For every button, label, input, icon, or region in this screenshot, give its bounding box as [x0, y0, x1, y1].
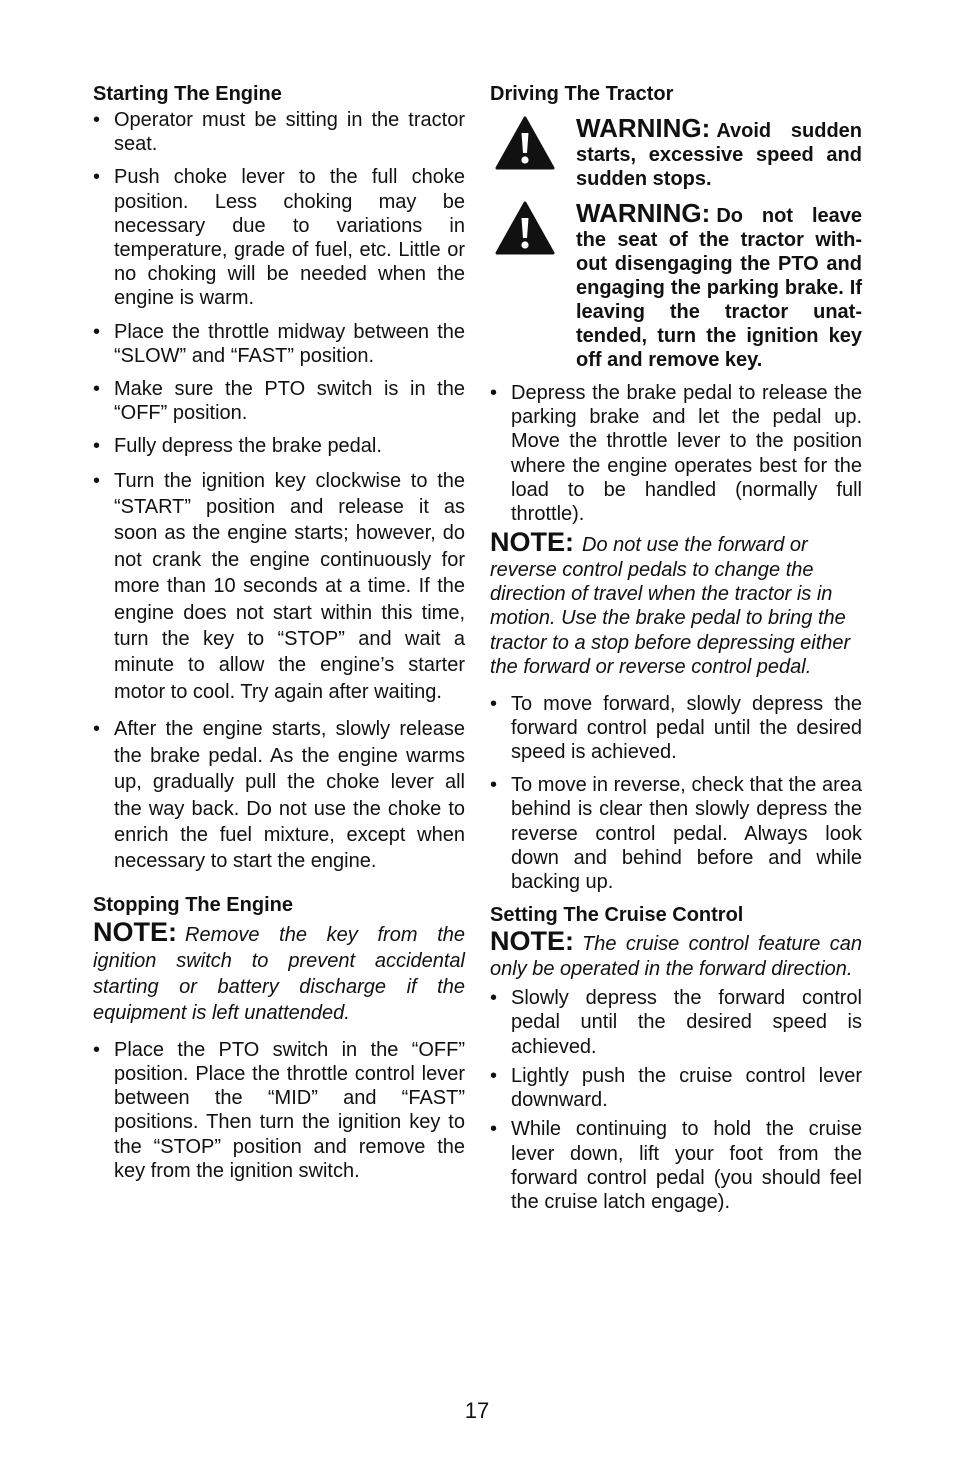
- note-label: NOTE:: [490, 527, 574, 558]
- starting-engine-list: [93, 108, 465, 875]
- list-item: • Place the PTO switch in the “OFF” position. Place the throttle control lever between the “MID” and “FAST” positions. Then turn the ignition key to the “STOP” position and remove the key from the ignition switch.: [93, 1038, 465, 1183]
- note-text: The cruise control feature can only be operated in the forward direction.: [490, 933, 862, 981]
- warning-icon: [495, 116, 555, 170]
- list-item: • Depress the brake pedal to release the parking brake and let the pedal up. Move the throttle lever to the position where the engine operates best for the load to be handled (normally full throttle).: [490, 381, 862, 526]
- list-item: • Push choke lever to the full choke position. Less choking may be necessary due to variations in temperature, grade of fuel, etc. Little or no choking will be needed when the engine is warm.: [93, 165, 465, 310]
- list-item: • To move in reverse, check that the area behind is clear then slowly depress the reverse control pedal. Always look down and behind before and while backing up.: [490, 773, 862, 894]
- note-label: NOTE:: [490, 926, 574, 957]
- warning-text-2: [576, 198, 862, 372]
- list-item: • Make sure the PTO switch is in the “OFF” position.: [93, 377, 465, 425]
- starting-engine-heading: Starting The Engine: [93, 83, 282, 105]
- list-item: • After the engine starts, slowly release the brake pedal. As the engine warms up, gradually pull the choke lever all the way back. Do not use the choke to enrich the fuel mixture, except when necessary to start the engine.: [93, 716, 465, 874]
- warning-block-1: [490, 113, 862, 191]
- list-item: • To move forward, slowly depress the forward control pedal until the desired speed is achieved.: [490, 692, 862, 765]
- driving-tractor-heading: Driving The Tractor: [490, 83, 674, 105]
- warning-label: WARNING:: [576, 113, 711, 143]
- cruise-control-list: [490, 986, 862, 1214]
- note-text: Do not use the forward or reverse control pedals to change the direction of travel when the tractor is in motion. Use the brake pedal to bring the tractor to a stop before depressing either the forward or reverse control pedal.: [490, 534, 851, 679]
- warning-text-1: [576, 113, 862, 191]
- stopping-engine-list: [93, 1038, 465, 1183]
- warning-block-2: [490, 198, 862, 372]
- warning-label: WARNING:: [576, 198, 711, 228]
- warning-message: Do not leave the seat of the tractor with-out disengaging the PTO and engaging the parking brake. If leaving the tractor unat-tended, turn the ignition key off and remove key.: [576, 205, 862, 371]
- list-item: • Operator must be sitting in the tractor seat.: [93, 108, 465, 156]
- cruise-control-heading: Setting The Cruise Control: [490, 904, 744, 927]
- note-text: Remove the key from the ignition switch to prevent accidental starting or battery discharge if the equipment is left unattended.: [93, 923, 465, 1024]
- left-column: [93, 80, 465, 1183]
- list-item: • Place the throttle midway between the “SLOW” and “FAST” position.: [93, 320, 465, 368]
- driving-list-b: [490, 692, 862, 895]
- cruise-note: [490, 926, 862, 982]
- list-item: • Slowly depress the forward control pedal until the desired speed is achieved.: [490, 986, 862, 1059]
- stopping-engine-heading: Stopping The Engine: [93, 893, 293, 916]
- list-item: • Fully depress the brake pedal.: [93, 434, 465, 458]
- driving-note: [490, 527, 862, 679]
- driving-list-a: [490, 381, 862, 526]
- warning-message: Avoid sudden starts, excessive speed and sudden stops.: [576, 120, 862, 190]
- note-label: NOTE:: [93, 916, 177, 947]
- right-column: [490, 80, 862, 1214]
- list-item: • Turn the ignition key clockwise to the “START” position and release it as soon as the engine starts; however, do not crank the engine continuously for more than 10 seconds at a time. If the engine does not start within this time, turn the key to “STOP” and wait a minute to allow the engine’s starter motor to cool. Try again after waiting.: [93, 468, 465, 706]
- list-item: • Lightly push the cruise control lever downward.: [490, 1064, 862, 1112]
- list-item: • While continuing to hold the cruise lever down, lift your foot from the forward control pedal (you should feel the cruise latch engage).: [490, 1117, 862, 1214]
- warning-icon: [495, 201, 555, 255]
- page-number: 17: [464, 1398, 490, 1423]
- stopping-note: [93, 916, 465, 1026]
